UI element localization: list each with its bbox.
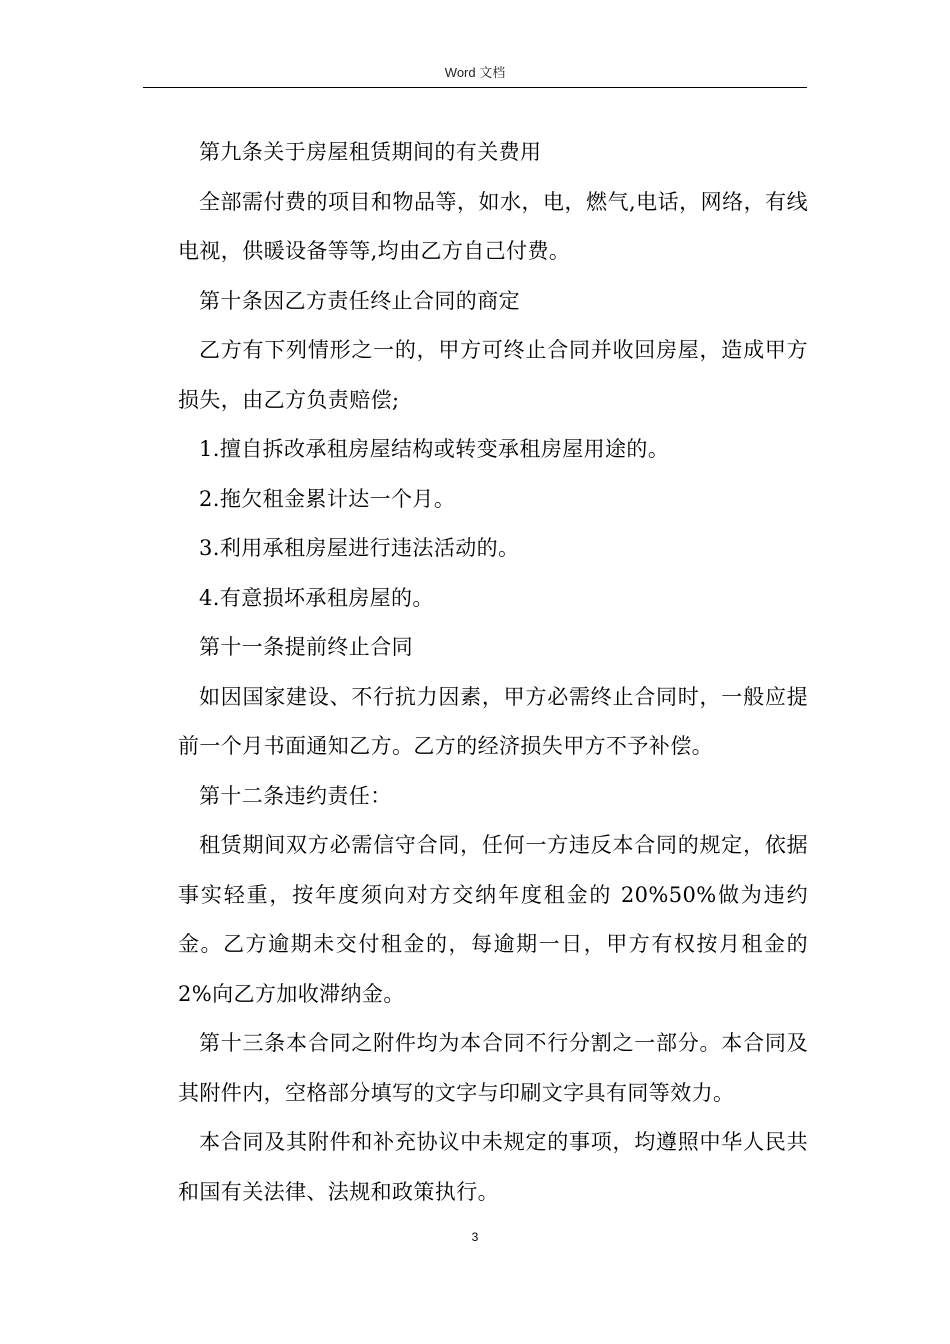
document-body: [178, 128, 808, 1217]
paragraph-article-10-body: 乙方有下列情形之一的，甲方可终止合同并收回房屋，造成甲方损失，由乙方负责赔偿;: [178, 338, 808, 412]
page-number: 3: [471, 1230, 479, 1244]
paragraph-closing: 本合同及其附件和补充协议中未规定的事项，均遵照中华人民共和国有关法律、法规和政策执行。: [178, 1130, 808, 1204]
paragraph-article-9-body: 全部需付费的项目和物品等，如水，电，燃气,电话，网络，有线电视，供暖设备等等,均由乙方自己付费。: [178, 189, 808, 263]
header-divider: [143, 87, 807, 88]
paragraph-article-11-body: 如因国家建设、不行抗力因素，甲方必需终止合同时，一般应提前一个月书面通知乙方。乙方的经济损失甲方不予补偿。: [178, 684, 808, 758]
list-item-4: 4.有意损坏承租房屋的。: [199, 585, 434, 610]
paragraph-article-12-title: 第十二条违约责任：: [199, 783, 392, 808]
paragraph-article-11-title: 第十一条提前终止合同: [199, 635, 413, 659]
paragraph-article-9-title: 第九条关于房屋租赁期间的有关费用: [199, 140, 542, 164]
list-item-2: 2.拖欠租金累计达一个月。: [199, 486, 456, 511]
paragraph-article-10-title: 第十条因乙方责任终止合同的商定: [199, 288, 520, 313]
paragraph-article-12-body: 租赁期间双方必需信守合同，任何一方违反本合同的规定，依据事实轻重，按年度须向对方交纳年度租金的 20%50%做为违约金。乙方逾期未交付租金的，每逾期一日，甲方有权按月租金的 2%向乙方加收滞纳金。: [178, 833, 808, 1006]
list-item-1: 1.擅自拆改承租房屋结构或转变承租房屋用途的。: [199, 437, 670, 461]
header-title: Word 文档: [444, 65, 506, 80]
list-item-3: 3.利用承租房屋进行违法活动的。: [199, 536, 520, 560]
paragraph-article-13: 第十三条本合同之附件均为本合同不行分割之一部分。本合同及其附件内，空格部分填写的文字与印刷文字具有同等效力。: [178, 1031, 808, 1105]
